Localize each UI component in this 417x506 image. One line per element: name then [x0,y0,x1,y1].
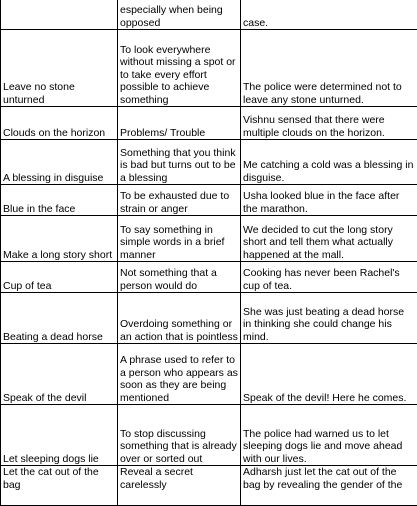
example-cell: Speak of the devil! Here he comes. [241,344,417,405]
meaning-cell: Reveal a secret carelessly [118,466,241,506]
idiom-cell: Let the cat out of the bag [1,466,118,506]
idiom-cell: Let sleeping dogs lie [1,405,118,466]
example-cell: Usha looked blue in the face after the marathon. [241,185,417,216]
table-row [1,293,417,344]
table-row [1,30,417,107]
meaning-cell: To stop discussing something that is already over or sorted out [118,405,241,466]
table-row [1,466,417,506]
idiom-cell: Leave no stone unturned [1,30,118,107]
idiom-cell: Blue in the face [1,185,118,216]
example-cell: We decided to cut the long story short and tell them what actually happened at the mall. [241,216,417,262]
example-cell: case. [241,0,417,30]
example-cell: She was just beating a dead horse in thinking she could change his mind. [241,293,417,344]
example-cell: The police had warned us to let sleeping dogs lie and move ahead with our lives. [241,405,417,466]
idiom-cell: A blessing in disguise [1,140,118,185]
idiom-cell: Beating a dead horse [1,293,118,344]
table-row [1,262,417,293]
table-row [1,0,417,30]
meaning-cell: To say something in simple words in a brief manner [118,216,241,262]
meaning-cell: especially when being opposed [118,0,241,30]
table-row [1,140,417,185]
table-row [1,344,417,405]
table-row [1,216,417,262]
meaning-cell: Overdoing something or an action that is pointless [118,293,241,344]
idiom-cell [1,0,118,30]
idiom-cell: Clouds on the horizon [1,107,118,140]
meaning-cell: A phrase used to refer to a person who appears as soon as they are being mentioned [118,344,241,405]
meaning-cell: Problems/ Trouble [118,107,241,140]
example-cell: Cooking has never been Rachel's cup of tea. [241,262,417,293]
idiom-cell: Cup of tea [1,262,118,293]
idiom-cell: Speak of the devil [1,344,118,405]
example-cell: The police were determined not to leave any stone unturned. [241,30,417,107]
example-cell: Vishnu sensed that there were multiple clouds on the horizon. [241,107,417,140]
example-cell: Me catching a cold was a blessing in disguise. [241,140,417,185]
idiom-cell: Make a long story short [1,216,118,262]
example-cell: Adharsh just let the cat out of the bag by revealing the gender of the [241,466,417,506]
meaning-cell: To look everywhere without missing a spot or to take every effort possible to achieve something [118,30,241,107]
meaning-cell: To be exhausted due to strain or anger [118,185,241,216]
meaning-cell: Something that you think is bad but turns out to be a blessing [118,140,241,185]
table-row [1,107,417,140]
meaning-cell: Not something that a person would do [118,262,241,293]
table-row [1,185,417,216]
table-row [1,405,417,466]
